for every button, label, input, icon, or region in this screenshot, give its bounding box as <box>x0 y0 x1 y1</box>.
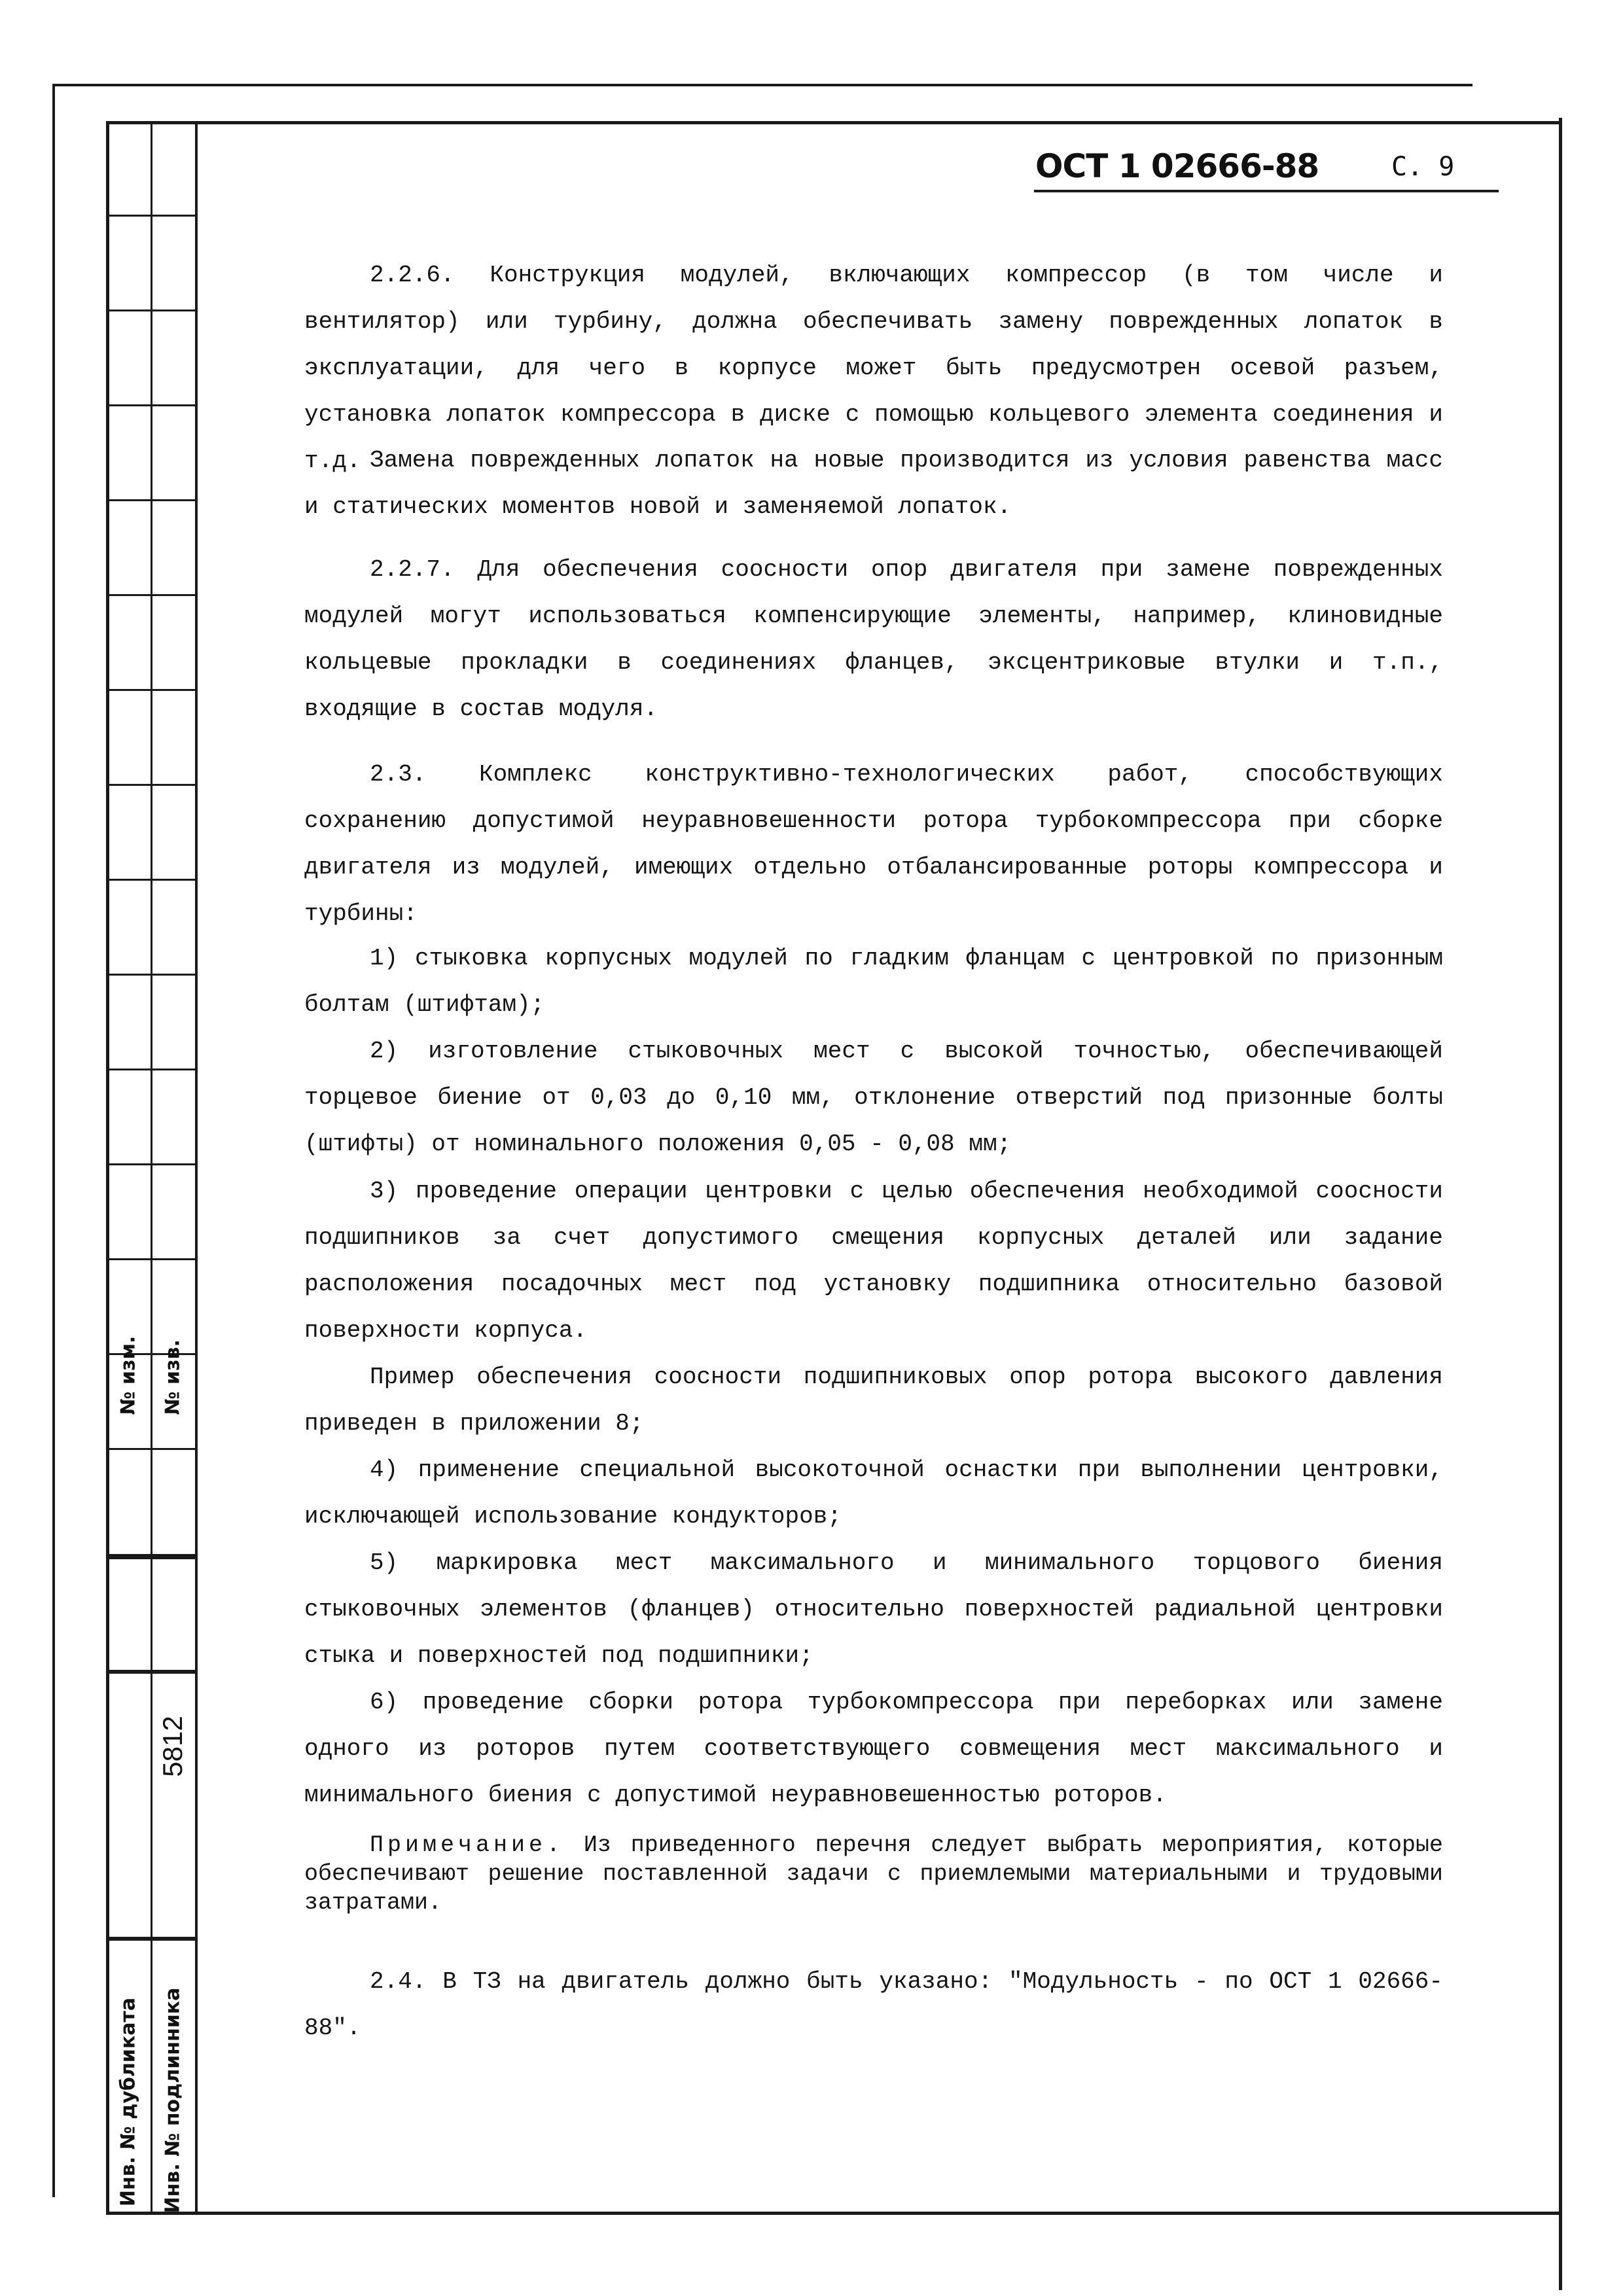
list-item-2: 2) изготовление стыковочных мест с высокой точностью, обеспечивающей торцевое биение от 0,03 до 0,10 мм, отклонение отверстий под призонные болты (штифты) от номинального положения 0,05 - 0,08 мм; <box>304 1038 1443 1157</box>
page-number: С. 9 <box>1391 152 1455 182</box>
strip-right-border <box>195 121 198 2215</box>
strip-grid-line <box>106 784 198 786</box>
paragraph-blade-replacement: Замена поврежденных лопаток на новые производится из условия равенства масс и статических моментов новой и заменяемой лопаток. <box>304 447 1443 520</box>
list-item-5: 5) маркировка мест максимального и минимального торцового биения стыковочных элементов (фланцев) относительно поверхностей радиальной центровки стыка и поверхностей под подшипники; <box>304 1549 1443 1669</box>
original-inventory-value: 5812 <box>157 1716 188 1777</box>
strip-grid-line <box>106 1937 198 1941</box>
standard-code: ОСТ 1 02666-88 <box>1035 147 1319 185</box>
note-label: Примечание. <box>370 1832 565 1858</box>
strip-grid-line <box>106 1069 198 1070</box>
list-item-4: 4) применение специальной высокоточной оснастки при выполнении центровки, исключающей использование кондукторов; <box>304 1457 1443 1530</box>
strip-grid-line <box>106 594 198 596</box>
strip-grid-line <box>106 1554 198 1558</box>
notice-number-label: № изв. <box>161 1339 185 1415</box>
strip-grid-line <box>106 1163 198 1165</box>
paragraph-2-3: 2.3. Комплекс конструктивно-технологических работ, способствующих сохранению допустимой неуравновешенности ротора турбокомпрессора при сборке двигателя из модулей, имеющих отдельно отбалансированные роторы компрессора и турбины: <box>304 761 1443 927</box>
strip-grid-line <box>106 879 198 881</box>
list-item-6: 6) проведение сборки ротора турбокомпрессора при переборках или замене одного из роторов путем соответствующего совмещения мест максимального и минимального биения с допустимой неуравновешенностью роторов. <box>304 1689 1443 1809</box>
side-strip <box>106 121 198 2215</box>
strip-grid-line <box>106 499 198 501</box>
strip-grid-line <box>106 309 198 311</box>
note-text: Из приведенного перечня следует выбрать мероприятия, которые обеспечивают решение поставленной задачи с приемлемыми материальными и трудовыми затратами. <box>304 1832 1443 1916</box>
duplicate-inventory-label: Инв. № дубликата <box>116 1997 140 2207</box>
list-item-3: 3) проведение операции центровки с целью обеспечения необходимой соосности подшипников за счет допустимого смещения корпусных деталей или задание расположения посадочных мест под установку подшипника относительно базовой поверхности корпуса. <box>304 1178 1443 1344</box>
frame-right-line <box>1559 118 1562 2290</box>
strip-grid-line <box>106 215 198 217</box>
strip-grid-line <box>106 404 198 406</box>
frame-outer-left-line <box>52 84 55 2197</box>
header-underline <box>1034 190 1499 192</box>
strip-grid-line <box>106 689 198 691</box>
paragraph-2-4: 2.4. В ТЗ на двигатель должно быть указано: "Модульность - по ОСТ 1 02666-88". <box>304 1968 1443 2041</box>
frame-outer-top-line <box>52 84 1472 86</box>
strip-column-divider <box>151 121 152 2215</box>
paragraph-example: Пример обеспечения соосности подшипниковых опор ротора высокого давления приведен в приложении 8; <box>304 1364 1443 1437</box>
paragraph-2-2-6: 2.2.6. Конструкция модулей, включающих компрессор (в том числе и вентилятор) или турбину, должна обеспечивать замену поврежденных лопаток в эксплуатации, для чего в корпусе может быть предусмотрен осевой разъем, установка лопаток компрессора в диске с помощью кольцевого элемента соединения и т.д. <box>304 262 1443 474</box>
list-item-1: 1) стыковка корпусных модулей по гладким фланцам с центровкой по призонным болтам (штифтам); <box>304 945 1443 1018</box>
note-block <box>304 1831 1443 1917</box>
paragraph-2-2-7: 2.2.7. Для обеспечения соосности опор двигателя при замене поврежденных модулей могут использоваться компенсирующие элементы, например, клиновидные кольцевые прокладки в соединениях фланцев, эксцентриковые втулки и т.п., входящие в состав модуля. <box>304 556 1443 722</box>
original-inventory-label: Инв. № подлинника <box>161 1987 185 2214</box>
strip-grid-line <box>106 1670 198 1674</box>
strip-grid-line <box>106 974 198 976</box>
strip-grid-line <box>106 1448 198 1450</box>
change-number-label: № изм. <box>116 1335 140 1415</box>
strip-grid-line <box>106 1258 198 1260</box>
